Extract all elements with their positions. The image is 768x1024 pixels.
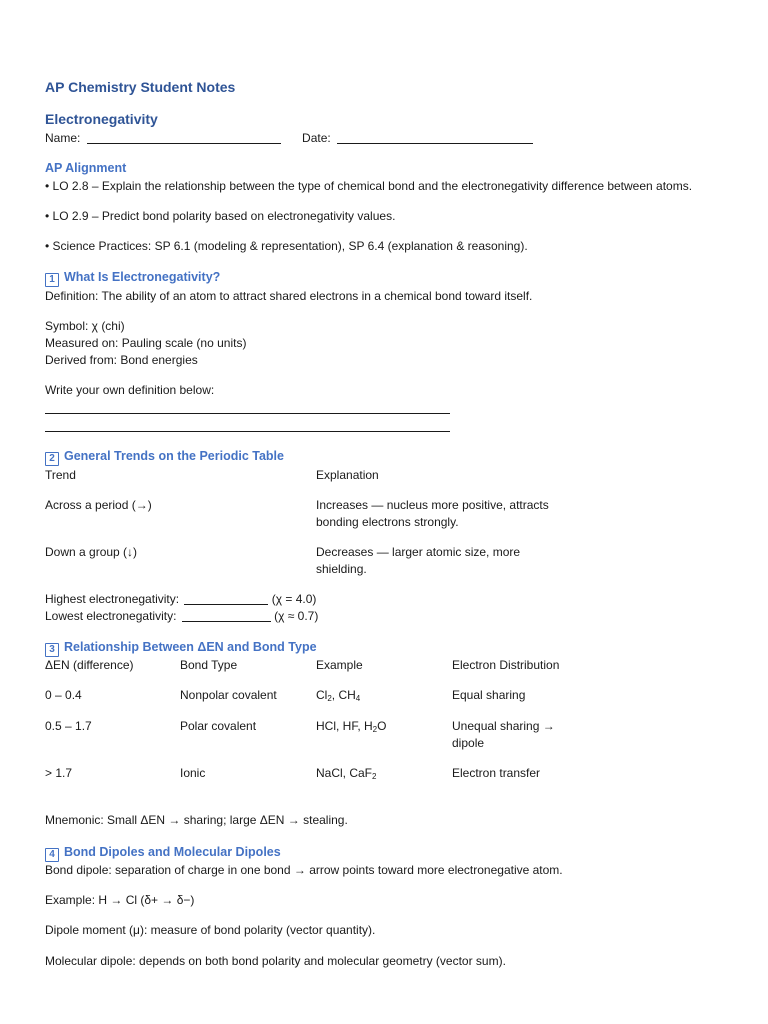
name-date-row [45, 130, 533, 147]
name-label: Name: [45, 131, 81, 145]
definition-text: Definition: The ability of an atom to attract shared electrons in a chemical bond toward itself. [45, 289, 533, 303]
section-3-title: Relationship Between ΔEN and Bond Type [64, 640, 317, 654]
trend-cell: Down a group (↓) [45, 545, 138, 559]
den-cell: 0 – 0.4 [45, 688, 82, 702]
alignment-item: • LO 2.8 – Explain the relationship between the type of chemical bond and the electronegativity difference between atoms. [45, 179, 693, 193]
section-number-badge: 1 [45, 273, 59, 287]
section-2-title: General Trends on the Periodic Table [64, 449, 284, 463]
distribution-cell: dipole [452, 736, 485, 750]
distribution-cell: Equal sharing [452, 688, 526, 702]
section-4-title: Bond Dipoles and Molecular Dipoles [64, 845, 281, 859]
table-header-example: Example [316, 658, 363, 672]
alignment-item: • Science Practices: SP 6.1 (modeling & representation), SP 6.4 (explanation & reasoning). [45, 239, 528, 253]
section-1-heading [45, 269, 220, 287]
alignment-item: • LO 2.9 – Predict bond polarity based on electronegativity values. [45, 209, 396, 223]
bond-dipole-text: Bond dipole: separation of charge in one bond → arrow points toward more electronegative atom. [45, 863, 563, 877]
bond-type-cell: Nonpolar covalent [180, 688, 277, 702]
section-3-heading [45, 639, 317, 657]
section-number-badge: 3 [45, 643, 59, 657]
section-4-heading [45, 844, 281, 862]
example-text: Example: H → Cl (δ+ → δ−) [45, 893, 195, 907]
explanation-column-header: Explanation [316, 468, 379, 482]
definition-prompt: Write your own definition below: [45, 383, 215, 397]
lowest-en-label: Lowest electronegativity: [45, 609, 177, 623]
date-field[interactable] [337, 143, 533, 144]
table-header-bond-type: Bond Type [180, 658, 238, 672]
derived-text: Derived from: Bond energies [45, 353, 198, 367]
page-title: AP Chemistry Student Notes [45, 79, 236, 95]
date-label: Date: [302, 131, 331, 145]
distribution-cell: Electron transfer [452, 766, 541, 780]
explanation-cell: bonding electrons strongly. [316, 515, 459, 529]
section-number-badge: 4 [45, 848, 59, 862]
bond-type-cell: Polar covalent [180, 719, 257, 733]
mnemonic-text: Mnemonic: Small ΔEN → sharing; large ΔEN → stealing. [45, 813, 348, 827]
den-cell: > 1.7 [45, 766, 73, 780]
den-cell: 0.5 – 1.7 [45, 719, 92, 733]
distribution-cell: Unequal sharing → [452, 719, 555, 733]
explanation-cell: Increases — nucleus more positive, attracts [316, 498, 549, 512]
explanation-cell: Decreases — larger atomic size, more [316, 545, 521, 559]
lowest-en-row [45, 608, 318, 625]
measured-text: Measured on: Pauling scale (no units) [45, 336, 247, 350]
highest-en-field[interactable] [184, 604, 268, 605]
name-field[interactable] [87, 143, 281, 144]
bond-type-cell: Ionic [180, 766, 206, 780]
example-cell: NaCl, CaF$_2$ [316, 766, 377, 781]
table-header-distribution: Electron Distribution [452, 658, 560, 672]
table-header-den: ΔEN (difference) [45, 658, 134, 672]
section-2-heading [45, 448, 284, 466]
example-cell: $Cl_2$, $CH_4$ [316, 688, 361, 703]
ap-alignment-heading: AP Alignment [45, 161, 127, 175]
highest-en-label: Highest electronegativity: [45, 592, 180, 606]
answer-line[interactable] [45, 431, 450, 432]
topic-title: Electronegativity [45, 111, 158, 127]
explanation-cell: shielding. [316, 562, 367, 576]
highest-en-value: (χ = 4.0) [271, 592, 317, 606]
lowest-en-field[interactable] [182, 621, 271, 622]
answer-line[interactable] [45, 413, 450, 414]
section-1-title: What Is Electronegativity? [64, 270, 221, 284]
highest-en-row [45, 591, 316, 608]
lowest-en-value: (χ ≈ 0.7) [274, 609, 319, 623]
example-cell: HCl, HF, $H_2O$ [316, 719, 387, 734]
molecular-dipole-text: Molecular dipole: depends on both bond polarity and molecular geometry (vector sum). [45, 954, 506, 968]
dipole-moment-text: Dipole moment (μ): measure of bond polarity (vector quantity). [45, 923, 376, 937]
trend-column-header: Trend [45, 468, 76, 482]
section-number-badge: 2 [45, 452, 59, 466]
trend-cell: Across a period (→) [45, 498, 152, 512]
symbol-text: Symbol: χ (chi) [45, 319, 125, 333]
